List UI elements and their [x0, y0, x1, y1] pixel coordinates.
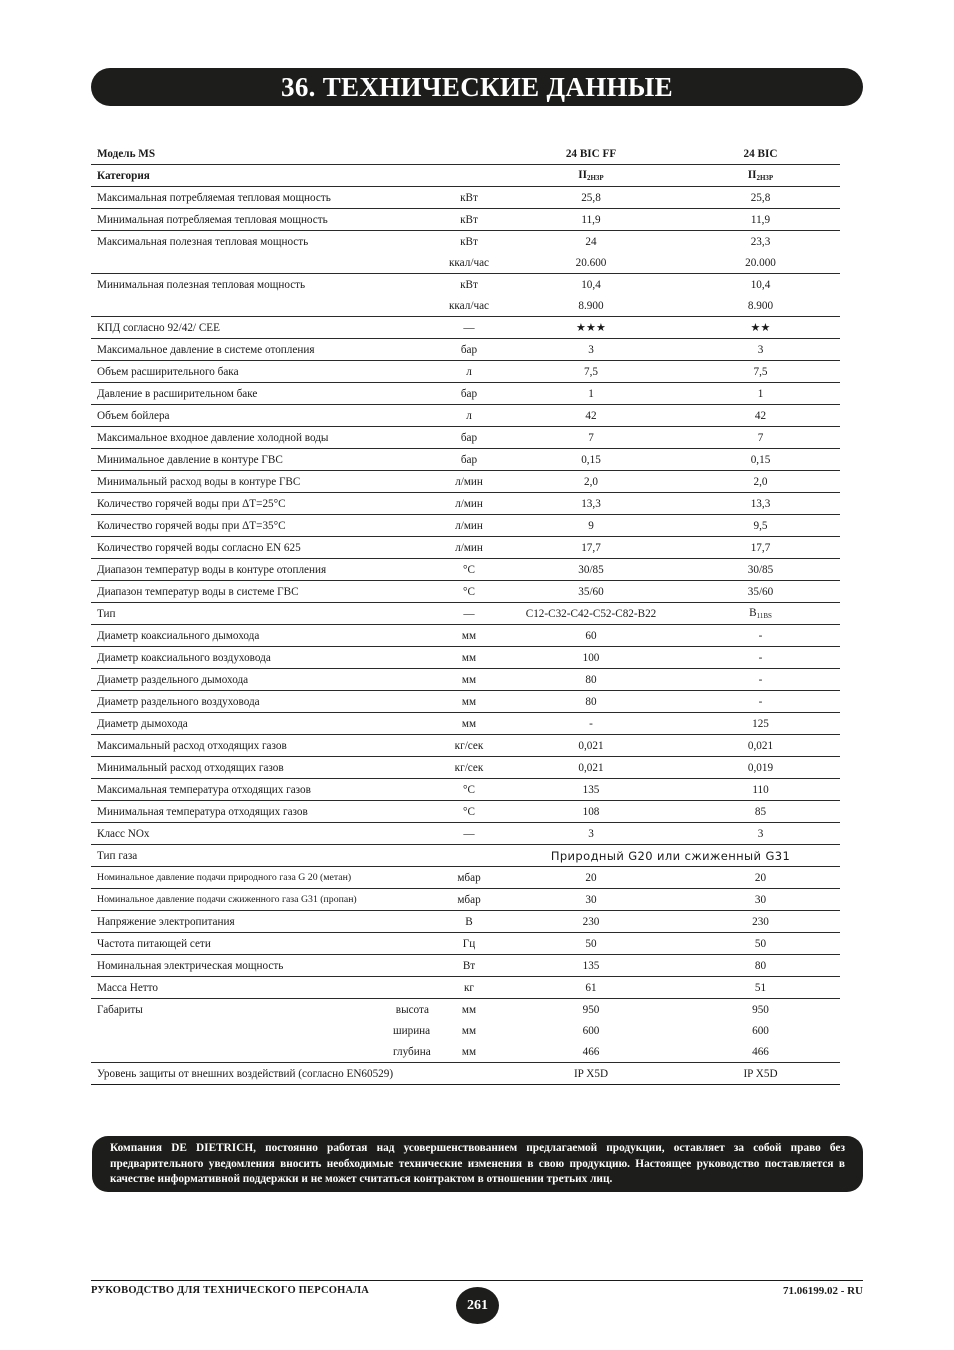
param-label: Максимальный расход отходящих газов — [91, 735, 437, 757]
value-24-bic: 2,0 — [681, 471, 840, 493]
value-24-bic: 23,3 — [750, 235, 771, 248]
dimension-name: высота — [395, 1003, 429, 1016]
param-label: Количество горячей воды при ΔT=35°C — [91, 515, 437, 537]
value-24-bic: 7 — [681, 427, 840, 449]
value-24-bic-ff: 13,3 — [501, 493, 681, 515]
value-24-bic-ff: 20.600 — [501, 252, 681, 274]
param-label: Объем бойлера — [91, 405, 437, 427]
disclaimer-notice: Компания DE DIETRICH, постоянно работая над усовершенствованием предлагаемой продукции, оставляет за собой право без предварительного уведомления вносить необходимые технические изменения в свою продукцию. Настоящее руководство поставляется в качестве информативной поддержки и не может считаться контрактом в отношении третьих лиц. — [92, 1136, 863, 1192]
value-24-bic: 50 — [681, 933, 840, 955]
param-unit: — — [437, 317, 501, 339]
value-24-bic: 7,5 — [681, 361, 840, 383]
value-24-bic: 3 — [681, 823, 840, 845]
table-row — [91, 669, 840, 691]
param-unit: Гц — [437, 933, 501, 955]
value-main: B — [749, 607, 757, 619]
param-label: Напряжение электропитания — [91, 911, 437, 933]
value-24-bic: 85 — [681, 801, 840, 823]
value-24-bic-ff: 20 — [501, 867, 681, 889]
param-label: Диаметр раздельного воздуховода — [91, 691, 437, 713]
table-row — [91, 603, 840, 625]
value-24-bic-ff: - — [501, 713, 681, 735]
param-label: Максимальное давление в системе отопления — [91, 339, 437, 361]
param-unit: кг/сек — [437, 735, 501, 757]
param-label: Максимальная потребляемая тепловая мощность — [91, 187, 437, 209]
value-24-bic: 51 — [681, 977, 840, 999]
value-24-bic-ff: 0,021 — [501, 757, 681, 779]
param-unit: °C — [437, 779, 501, 801]
value-main: II — [578, 169, 587, 181]
value-24-bic: 0,021 — [681, 735, 840, 757]
table-row — [91, 823, 840, 845]
param-label: Диапазон температур воды в контуре отопления — [91, 559, 437, 581]
value-24-bic-ff: 42 — [501, 405, 681, 427]
value-24-bic: - — [681, 647, 840, 669]
value-24-bic-ff: 11,9 — [501, 209, 681, 231]
dimension-name: глубина — [387, 1041, 437, 1063]
param-unit: мм — [461, 1003, 477, 1016]
param-unit: л — [437, 405, 501, 427]
param-label: Диапазон температур воды в системе ГВС — [91, 581, 437, 603]
param-unit: бар — [437, 339, 501, 361]
table-row — [91, 295, 840, 317]
param-label: Тип газа — [91, 845, 437, 867]
table-row — [91, 405, 840, 427]
param-unit: л/мин — [437, 493, 501, 515]
param-unit: кг — [437, 977, 501, 999]
model-24-bic-header: 24 BIC — [681, 143, 840, 165]
value-24-bic: 110 — [681, 779, 840, 801]
param-label: Объем расширительного бака — [91, 361, 437, 383]
value-subscript: 2H3P — [756, 174, 774, 182]
table-row — [91, 209, 840, 231]
value-24-bic-ff: 10,4 — [581, 278, 601, 291]
category-label: Категория — [91, 165, 437, 187]
footer-divider — [91, 1280, 863, 1281]
table-row — [91, 317, 840, 339]
value-24-bic: 0,019 — [681, 757, 840, 779]
value-24-bic-ff: ★★★ — [501, 317, 681, 339]
param-label: Класс NOx — [91, 823, 437, 845]
footer-document-code: 71.06199.02 - RU — [782, 1285, 863, 1297]
value-24-bic: 20 — [681, 867, 840, 889]
param-unit: мм — [437, 669, 501, 691]
value-24-bic-ff: 3 — [501, 339, 681, 361]
table-row — [91, 537, 840, 559]
value-24-bic: 3 — [681, 339, 840, 361]
gas-type-value: Природный G20 или сжиженный G31 — [501, 845, 840, 867]
param-label: Минимальный расход отходящих газов — [91, 757, 437, 779]
param-unit — [437, 845, 501, 867]
param-unit: — — [437, 823, 501, 845]
model-header: Модель MS — [91, 143, 437, 165]
param-unit: мм — [437, 691, 501, 713]
value-24-bic-ff: 8.900 — [501, 295, 681, 317]
value-24-bic: IP X5D — [681, 1063, 840, 1085]
table-row — [91, 581, 840, 603]
value-24-bic: 600 — [752, 1024, 769, 1037]
param-unit: бар — [437, 427, 501, 449]
param-unit: л/мин — [437, 515, 501, 537]
param-unit: °C — [437, 801, 501, 823]
value-24-bic-ff: 7 — [501, 427, 681, 449]
table-row — [91, 165, 840, 187]
value-24-bic-ff: 9 — [501, 515, 681, 537]
value-24-bic-ff: 17,7 — [501, 537, 681, 559]
value-24-bic: 20.000 — [681, 252, 840, 274]
table-row — [91, 493, 840, 515]
value-24-bic-ff: 80 — [501, 691, 681, 713]
table-row — [91, 361, 840, 383]
value-24-bic: 10,4 — [750, 278, 771, 291]
technical-data-table — [91, 143, 840, 1085]
table-row — [91, 691, 840, 713]
param-unit: л/мин — [437, 537, 501, 559]
param-label: Диаметр дымохода — [91, 713, 437, 735]
param-label: Минимальный расход воды в контуре ГВС — [91, 471, 437, 493]
param-label — [91, 295, 437, 317]
param-label: Давление в расширительном баке — [91, 383, 437, 405]
param-label: Уровень защиты от внешних воздействий (согласно EN60529) — [91, 1063, 501, 1085]
table-row — [91, 1063, 840, 1085]
table-row — [91, 383, 840, 405]
value-24-bic-ff: 108 — [501, 801, 681, 823]
param-label: Количество горячей воды при ΔT=25°C — [91, 493, 437, 515]
value-24-bic-ff: 60 — [501, 625, 681, 647]
value-24-bic: 466 — [681, 1041, 840, 1063]
value-24-bic-ff: 7,5 — [501, 361, 681, 383]
value-24-bic: 11,9 — [681, 209, 840, 231]
param-unit: кВт — [437, 187, 501, 209]
param-unit: бар — [437, 383, 501, 405]
value-24-bic: 13,3 — [681, 493, 840, 515]
table-row — [91, 867, 840, 889]
value-24-bic: 30/85 — [681, 559, 840, 581]
table-row — [91, 647, 840, 669]
footer-manual-title: РУКОВОДСТВО ДЛЯ ТЕХНИЧЕСКОГО ПЕРСОНАЛА — [91, 1285, 370, 1296]
param-unit: Вт — [437, 955, 501, 977]
model-24-bic-ff-header: 24 BIC FF — [501, 143, 681, 165]
table-row — [91, 339, 840, 361]
value-24-bic-ff: 100 — [501, 647, 681, 669]
value-24-bic-ff: 135 — [501, 779, 681, 801]
param-label: Максимальная температура отходящих газов — [91, 779, 437, 801]
value-24-bic-ff: 30 — [501, 889, 681, 911]
category-24-bic — [681, 165, 840, 187]
value-24-bic-ff: 0,021 — [501, 735, 681, 757]
value-24-bic-ff: 3 — [501, 823, 681, 845]
value-24-bic: 8.900 — [681, 295, 840, 317]
table-row — [91, 911, 840, 933]
value-24-bic: 950 — [752, 1003, 769, 1016]
table-row — [91, 757, 840, 779]
param-label: Номинальное давление подачи природного газа G 20 (метан) — [91, 867, 437, 889]
table-row — [91, 801, 840, 823]
value-24-bic-ff: 25,8 — [501, 187, 681, 209]
param-label: КПД согласно 92/42/ CEE — [91, 317, 437, 339]
dimension-name: ширина — [393, 1024, 431, 1037]
value-24-bic: 9,5 — [681, 515, 840, 537]
param-label: Максимальная полезная тепловая мощность — [97, 235, 309, 248]
param-unit: кВт — [460, 235, 478, 248]
value-24-bic-ff: 600 — [582, 1024, 600, 1037]
param-unit: мм — [461, 1024, 477, 1037]
value-24-bic: - — [681, 691, 840, 713]
value-24-bic-ff: 135 — [501, 955, 681, 977]
param-label: Номинальное давление подачи сжиженного газа G31 (пропан) — [91, 889, 437, 911]
value-24-bic-ff: 950 — [582, 1003, 600, 1016]
table-row — [91, 1041, 840, 1063]
param-unit: °C — [437, 559, 501, 581]
table-row — [91, 999, 840, 1021]
value-24-bic-ff: IP X5D — [501, 1063, 681, 1085]
empty-label — [91, 1020, 387, 1041]
table-row — [91, 143, 840, 165]
category-24-bic-ff — [501, 165, 681, 187]
table-row — [91, 889, 840, 911]
table-row — [91, 625, 840, 647]
unit-header — [437, 143, 501, 165]
table-row — [91, 252, 840, 274]
param-unit: мбар — [437, 889, 501, 911]
table-row — [91, 231, 840, 253]
value-24-bic-ff: 35/60 — [501, 581, 681, 603]
param-unit: мм — [437, 1041, 501, 1063]
table-row — [91, 471, 840, 493]
value-24-bic: 1 — [681, 383, 840, 405]
value-24-bic — [681, 603, 840, 625]
value-24-bic: - — [681, 625, 840, 647]
table-row — [91, 735, 840, 757]
value-subscript: 11BS — [756, 612, 772, 620]
value-24-bic: 0,15 — [681, 449, 840, 471]
param-label: Минимальное давление в контуре ГВС — [91, 449, 437, 471]
param-label: Минимальная полезная тепловая мощность — [97, 278, 306, 291]
table-row — [91, 274, 840, 296]
param-unit: мбар — [437, 867, 501, 889]
table-row — [91, 845, 840, 867]
page-number: 261 — [456, 1287, 499, 1324]
empty-label — [91, 1041, 387, 1063]
param-unit: кВт — [460, 278, 478, 291]
value-24-bic: 125 — [681, 713, 840, 735]
value-24-bic: 80 — [681, 955, 840, 977]
param-unit: л — [437, 361, 501, 383]
value-24-bic-ff: C12-C32-C42-C52-C82-B22 — [501, 603, 681, 625]
value-main: II — [747, 169, 757, 181]
value-24-bic: 35/60 — [681, 581, 840, 603]
value-24-bic-ff: 0,15 — [501, 449, 681, 471]
value-24-bic-ff: 466 — [501, 1041, 681, 1063]
param-unit: мм — [437, 625, 501, 647]
param-unit: ккал/час — [437, 252, 501, 274]
table-row — [91, 713, 840, 735]
param-label — [91, 252, 437, 274]
value-24-bic-ff: 50 — [501, 933, 681, 955]
value-24-bic-ff: 2,0 — [501, 471, 681, 493]
value-24-bic-ff: 61 — [501, 977, 681, 999]
value-24-bic-ff: 1 — [501, 383, 681, 405]
param-label: Количество горячей воды согласно EN 625 — [91, 537, 437, 559]
value-24-bic: 17,7 — [681, 537, 840, 559]
table-row — [91, 515, 840, 537]
table-row — [91, 427, 840, 449]
value-24-bic-ff: 24 — [585, 235, 597, 248]
param-label: Диаметр коаксиального воздуховода — [91, 647, 437, 669]
param-unit: кВт — [437, 209, 501, 231]
param-unit: бар — [437, 449, 501, 471]
value-24-bic: 230 — [681, 911, 840, 933]
param-unit: — — [437, 603, 501, 625]
table-row — [91, 559, 840, 581]
value-24-bic-ff: 80 — [501, 669, 681, 691]
dimensions-label: Габариты — [97, 1003, 143, 1016]
category-unit — [437, 165, 501, 187]
param-label: Минимальная температура отходящих газов — [91, 801, 437, 823]
value-24-bic-ff: 230 — [501, 911, 681, 933]
param-label: Номинальная электрическая мощность — [91, 955, 437, 977]
param-label: Диаметр раздельного дымохода — [91, 669, 437, 691]
param-label: Диаметр коаксиального дымохода — [91, 625, 437, 647]
param-unit: мм — [437, 647, 501, 669]
value-24-bic: ★★ — [681, 317, 840, 339]
param-unit: мм — [437, 713, 501, 735]
value-24-bic: 42 — [681, 405, 840, 427]
value-24-bic: - — [681, 669, 840, 691]
table-row — [91, 1020, 840, 1041]
param-label: Максимальное входное давление холодной воды — [91, 427, 437, 449]
param-unit: л/мин — [437, 471, 501, 493]
param-unit: кг/сек — [437, 757, 501, 779]
param-unit: °C — [437, 581, 501, 603]
value-subscript: 2H3P — [586, 174, 604, 182]
param-unit: ккал/час — [437, 295, 501, 317]
page-title: 36. ТЕХНИЧЕСКИЕ ДАННЫЕ — [91, 68, 863, 106]
table-row — [91, 187, 840, 209]
param-label: Минимальная потребляемая тепловая мощность — [91, 209, 437, 231]
table-row — [91, 779, 840, 801]
param-unit: В — [437, 911, 501, 933]
value-24-bic-ff: 30/85 — [501, 559, 681, 581]
table-row — [91, 933, 840, 955]
param-label: Частота питающей сети — [91, 933, 437, 955]
table-row — [91, 955, 840, 977]
value-24-bic: 25,8 — [681, 187, 840, 209]
table-row — [91, 977, 840, 999]
value-24-bic: 30 — [681, 889, 840, 911]
table-row — [91, 449, 840, 471]
param-label: Тип — [91, 603, 437, 625]
param-label: Масса Нетто — [91, 977, 437, 999]
